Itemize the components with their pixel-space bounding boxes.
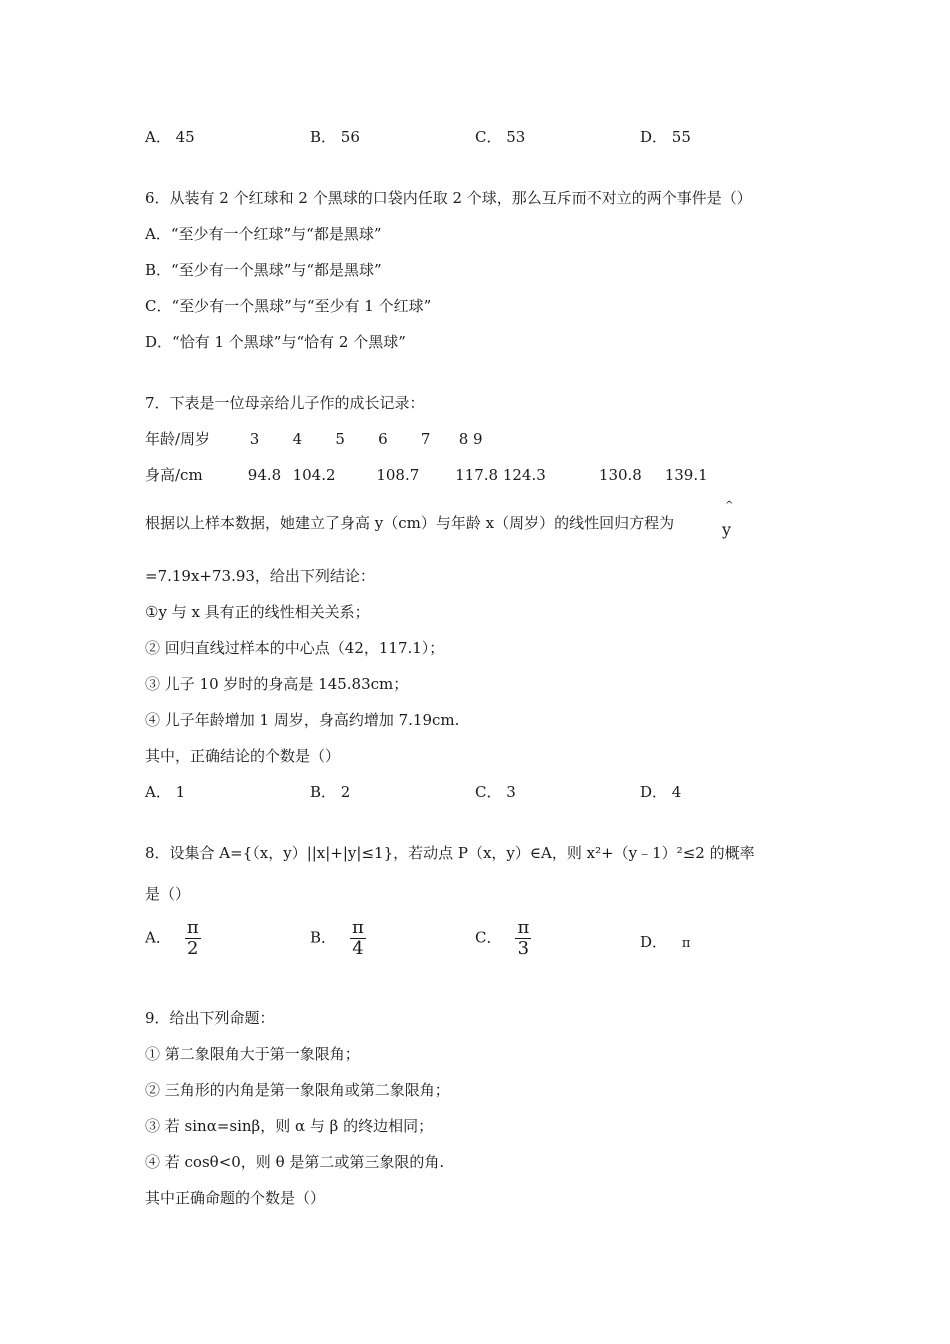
q6-option-d: D．“恰有 1 个黑球”与“恰有 2 个黑球”	[145, 333, 406, 351]
q7-statement-4: ④ 儿子年龄增加 1 周岁，身高约增加 7.19cm.	[145, 711, 460, 729]
q5-option-a: A． 45	[145, 128, 195, 146]
q8-option-d	[640, 932, 690, 954]
q7-height-cell: 108.7	[376, 466, 420, 484]
q5-option-b: B． 56	[310, 128, 360, 146]
q7-question: 其中，正确结论的个数是（）	[145, 747, 341, 765]
q7-option-c: C． 3	[475, 783, 516, 801]
q7-option-b: B． 2	[310, 783, 351, 801]
q7-age-cell: 4	[292, 430, 303, 448]
fraction	[350, 918, 366, 959]
option-value: π	[681, 936, 691, 951]
q7-height-cell: 139.1	[664, 466, 708, 484]
q7-age-cell: 5	[335, 430, 345, 448]
q8-stem: 8．设集合 A={（x，y）||x|+|y|≤1}，若动点 P（x，y）∈A，则 x²+（y﹣1）²≤2 的概率	[145, 844, 755, 862]
q7-height-cell: 130.8	[598, 466, 642, 484]
q7-stem: 7．下表是一位母亲给儿子作的成长记录：	[145, 394, 425, 412]
q9-statement-2: ② 三角形的内角是第一象限角或第二象限角；	[145, 1081, 450, 1099]
q7-height-cell: 94.8	[247, 466, 282, 484]
q7-age-header: 年龄/周岁	[145, 430, 211, 448]
q7-statement-2: ② 回归直线过样本的中心点（42，117.1）；	[145, 639, 445, 657]
q7-table-row-height	[145, 465, 711, 485]
denominator: 3	[517, 938, 530, 959]
q9-statement-4: ④ 若 cosθ<0，则 θ 是第二或第三象限的角.	[145, 1153, 445, 1171]
q8-option-a	[145, 918, 201, 959]
q7-table-row-age	[145, 429, 499, 449]
q7-statement-3: ③ 儿子 10 岁时的身高是 145.83cm；	[145, 675, 409, 693]
q6-option-a: A．“至少有一个红球”与“都是黑球”	[145, 225, 382, 243]
option-label: B．	[310, 928, 337, 947]
q7-height-cell: 104.2	[292, 466, 336, 484]
numerator: π	[352, 917, 364, 938]
option-label: D．	[640, 933, 668, 951]
q5-option-c: C． 53	[475, 128, 526, 146]
q7-option-d: D． 4	[640, 783, 682, 801]
denominator: 2	[187, 938, 199, 959]
q7-text1: 根据以上样本数据，她建立了身高 y（cm）与年龄 x（周岁）的线性回归方程为	[145, 514, 675, 532]
option-label: A．	[145, 928, 171, 947]
y-hat-symbol	[722, 500, 736, 540]
q7-age-cell: 6	[378, 430, 388, 448]
q7-age-cell: 3	[249, 430, 260, 448]
y-letter: y	[722, 520, 732, 539]
q9-question: 其中正确命题的个数是（）	[145, 1189, 326, 1207]
q9-statement-1: ① 第二象限角大于第一象限角；	[145, 1045, 360, 1063]
q5-option-d: D． 55	[640, 128, 691, 146]
q9-statement-3: ③ 若 sinα=sinβ，则 α 与 β 的终边相同；	[145, 1117, 434, 1135]
numerator: π	[186, 917, 199, 938]
q6-stem: 6．从装有 2 个红球和 2 个黑球的口袋内任取 2 个球，那么互斥而不对立的两个事件是（）	[145, 189, 752, 207]
option-label: C．	[475, 928, 502, 947]
q7-height-cell: 117.8 124.3	[455, 466, 546, 484]
q6-option-b: B．“至少有一个黑球”与“都是黑球”	[145, 261, 382, 279]
q6-option-c: C．“至少有一个黑球”与“至少有 1 个红球”	[145, 297, 432, 315]
hat-mark: ^	[725, 500, 734, 511]
q7-statement-1: ①y 与 x 具有正的线性相关关系；	[145, 603, 370, 621]
q7-option-a: A． 1	[145, 783, 186, 801]
q8-option-c	[475, 918, 531, 959]
fraction	[515, 918, 531, 959]
numerator: π	[517, 917, 530, 938]
q7-age-cell: 8 9	[458, 430, 483, 448]
fraction	[185, 918, 201, 959]
q9-stem: 9．给出下列命题：	[145, 1009, 275, 1027]
q8-stem-cont: 是（）	[145, 885, 191, 903]
q7-height-header: 身高/cm	[145, 466, 203, 484]
q7-age-cell: 7	[420, 430, 431, 448]
q7-text2: =7.19x+73.93，给出下列结论：	[145, 567, 375, 585]
q8-option-b	[310, 918, 366, 959]
denominator: 4	[352, 938, 364, 959]
